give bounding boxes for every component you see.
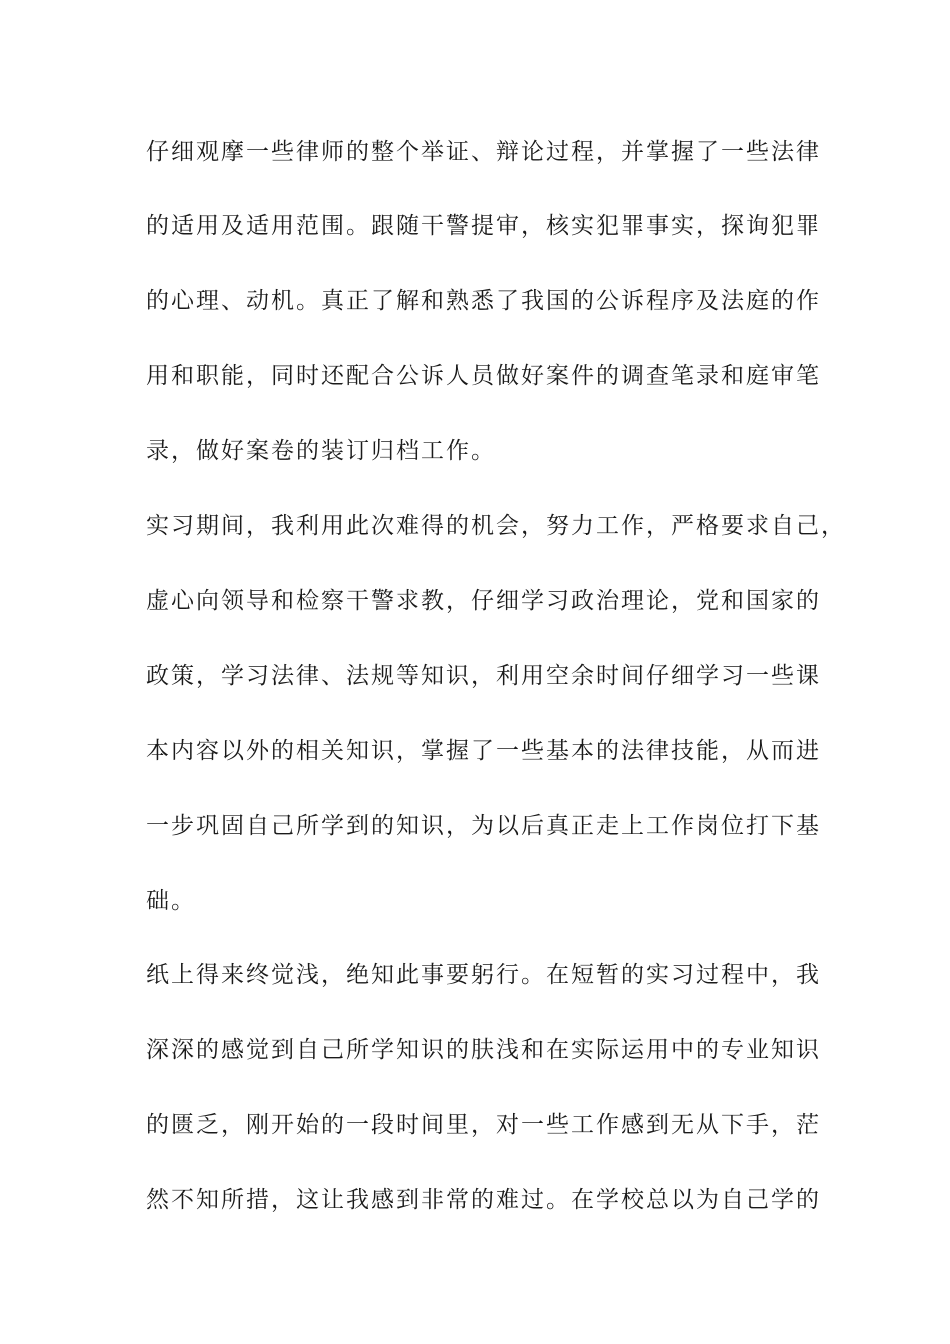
text-line: 一步巩固自己所学到的知识，为以后真正走上工作岗位打下基 bbox=[146, 813, 821, 839]
text-line: 虚心向领导和检察干警求教，仔细学习政治理论，党和国家的 bbox=[146, 588, 821, 614]
text-line: 的匮乏，刚开始的一段时间里，对一些工作感到无从下手，茫 bbox=[146, 1112, 821, 1138]
text-line: 然不知所措，这让我感到非常的难过。在学校总以为自己学的 bbox=[146, 1187, 821, 1213]
text-line: 实习期间，我利用此次难得的机会，努力工作，严格要求自己， bbox=[146, 513, 846, 539]
text-line: 纸上得来终觉浅，绝知此事要躬行。在短暂的实习过程中，我 bbox=[146, 962, 821, 988]
text-line: 仔细观摩一些律师的整个举证、辩论过程，并掌握了一些法律 bbox=[146, 139, 821, 165]
text-line: 础。 bbox=[146, 888, 196, 914]
text-line: 用和职能，同时还配合公诉人员做好案件的调查笔录和庭审笔 bbox=[146, 363, 821, 389]
text-line: 录，做好案卷的装订归档工作。 bbox=[146, 438, 496, 464]
text-line: 本内容以外的相关知识，掌握了一些基本的法律技能，从而进 bbox=[146, 738, 821, 764]
text-line: 深深的感觉到自己所学知识的肤浅和在实际运用中的专业知识 bbox=[146, 1037, 821, 1063]
text-line: 的适用及适用范围。跟随干警提审，核实犯罪事实，探询犯罪 bbox=[146, 213, 821, 239]
text-line: 政策，学习法律、法规等知识，利用空余时间仔细学习一些课 bbox=[146, 663, 821, 689]
text-line: 的心理、动机。真正了解和熟悉了我国的公诉程序及法庭的作 bbox=[146, 288, 821, 314]
